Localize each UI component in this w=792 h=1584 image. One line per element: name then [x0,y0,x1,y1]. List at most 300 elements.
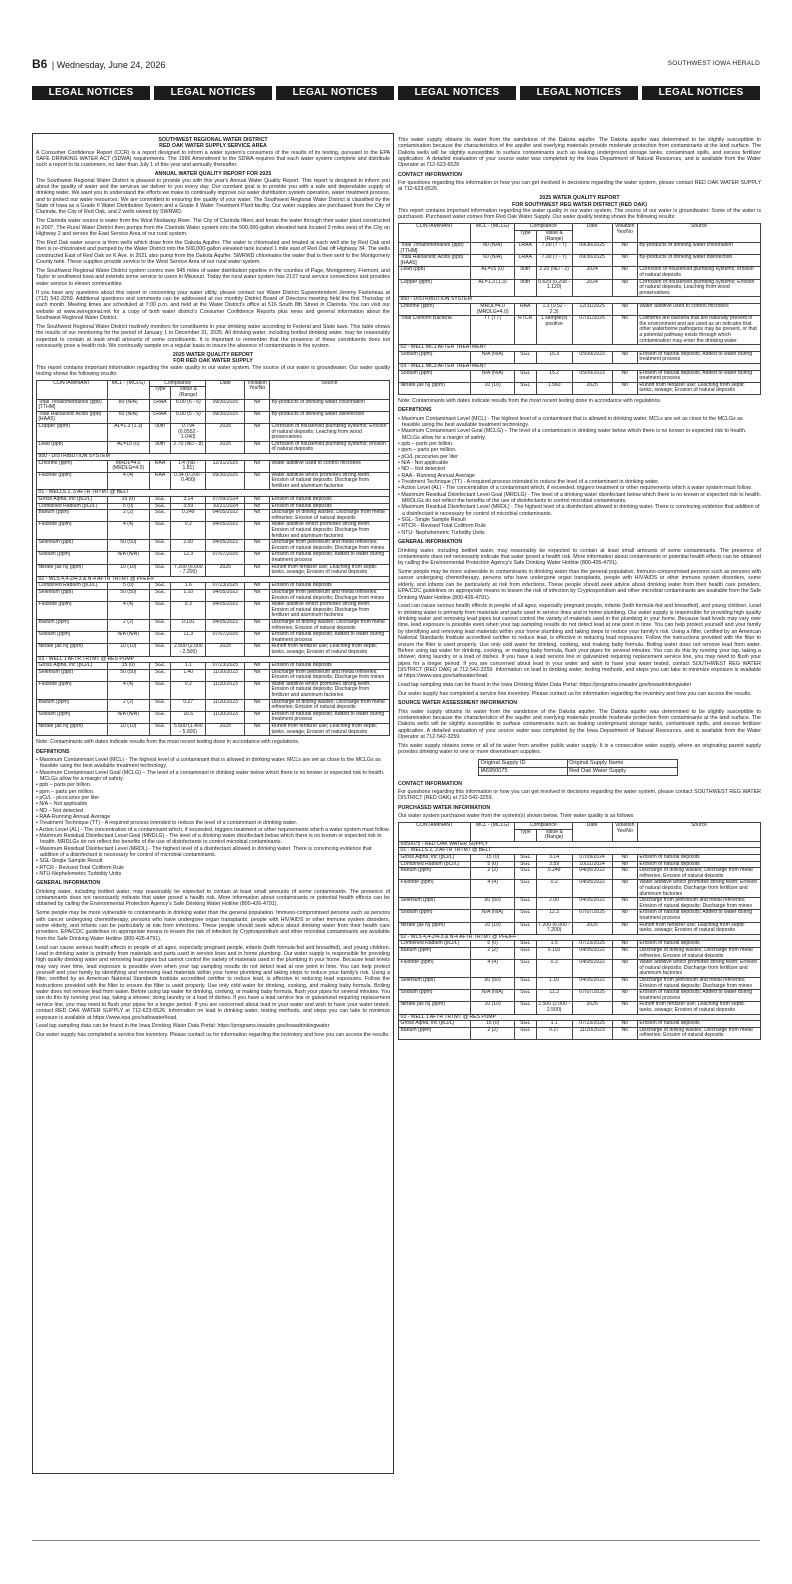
table-cell: N/A (N/A) [107,632,149,644]
table-cell: Water additive which promotes strong teeth; Erosion of natural deposits; Discharge from fertilizer and aluminum factories [269,472,389,490]
section-label: 02 - WLS 4,4-2/4-3 & N-4 AFTR TRTMT @ PFEIFF [399,934,761,941]
definitions-heading: DEFINITIONS [36,748,70,755]
page-number: B6 [32,57,48,71]
publication-name: SOUTHWEST IOWA HERALD [667,60,760,67]
table-cell: AL=1.3 (1.3) [471,279,514,297]
table-row [399,977,761,989]
table-cell: Water additive which promotes strong teeth; Erosion of natural deposits; Discharge from fertilizer and aluminum factories [637,880,760,898]
banner-label: LEGAL NOTICES [642,86,760,100]
table-cell: 2025 [206,644,245,656]
table-cell: SGL [514,370,536,382]
table-cell: Discharge from petroleum and metal refineries; Erosion of natural deposits; Discharge from mines [637,898,760,910]
table-cell: 05/09/2023 [572,370,612,382]
table-cell: 2025 [572,922,612,934]
table-row [37,681,390,699]
col-header: Compliance [149,380,205,387]
table-cell: 3.59 [536,861,572,868]
table-cell: SGL [149,540,170,552]
table-cell: No [612,351,637,363]
table-cell: 5 (0) [471,941,514,948]
table-cell: No [245,540,270,552]
table-cell: Fluoride (ppm) [399,960,471,978]
table-cell: Total Trihalomethanes (ppb) [TTHM] [399,243,471,255]
table-cell: 0.794 (0.0552 - 1.040) [171,423,206,441]
wq-report-subtitle: FOR RED OAK WATER SUPPLY [173,358,253,365]
table-cell: 2.500 (2.000 - 2.500) [171,644,206,656]
table-row [399,279,761,297]
table-cell: 1.560 [536,382,572,394]
definition-item: • Maximum Contaminant Level (MCL) - The highest level of a contaminant that is allowed in drinking water. MCLs are set as close to the MCLGs as feasible using the best available treatment technology. [36,756,381,770]
table-cell: SGL [514,922,536,934]
col-header: Source [637,224,760,243]
table-cell: No [245,510,270,522]
table-cell: 1 sample(s) positive [536,316,572,345]
definition-item: • N/A – Not applicable [36,801,88,808]
table-row [399,880,761,898]
table-cell: 0.2 [171,522,206,540]
table-cell: No [612,898,637,910]
table-cell: 11/20/2023 [572,1027,612,1039]
table-cell: SGL [149,632,170,644]
definition-item: • RAA-Running Annual Average [36,814,111,820]
table-cell: 07/23/2025 [572,1021,612,1028]
table-cell: 12.3 [171,552,206,564]
body-paragraph: Some people may be more vulnerable to contaminants in drinking water than the general population. Immuno-compromised persons such as persons with cancer undergoing chemotherapy, persons who have undergone organ transplants, people with HIV/AIDS or other immune system disorders, some elderly, and infants can be particularly at risk from infections. These people should seek advice about drinking water from their health care providers. EPA/CDC guidelines on appropriate means to lessen the risk of infection by Cryptosporidium and other microbial contaminants are available from the Safe Drinking Water Hotline (800-426-4791). [398,569,761,601]
table-cell: Selenium (ppb) [37,540,108,552]
table-row [37,711,390,723]
definition-item: • NTU-Nephelometric Turbidity Units [36,871,122,878]
table-cell: No [612,304,637,316]
table-cell: No [245,583,270,590]
table-cell: SGL [149,681,170,699]
table-row [399,1002,761,1014]
definition-item: • Maximum Contaminant Level Goal (MCLG) – The level of a contaminant in drinking water below which there is no known or expected risk to health. MCLGs allow for a margin of safety. [36,769,385,782]
table-cell: 50 (50) [107,540,149,552]
table-cell: Copper (ppm) [399,279,471,297]
table-cell: N/A (N/A) [107,711,149,723]
table-cell: Lead (ppb) [37,441,108,453]
table-cell: No [245,564,270,576]
definition-item: • Maximum Residual Disinfectant Level (MRDL) - The highest level of a disinfectant allowed in drinking water. There is convincing evidence that addition of a disinfectant is necessary for control of microbial contaminants. [36,845,372,859]
table-cell: Total Coliform Bacteria [399,316,471,345]
table-cell: 04/05/2022 [206,522,245,540]
table-cell: No [612,382,637,394]
table-cell: No [612,1027,637,1039]
col-header: Compliance [514,823,572,830]
banner-label: LEGAL NOTICES [32,86,150,100]
table-cell: 04/05/2022 [206,589,245,601]
table-cell: No [245,399,270,411]
table-cell: 11/20/2023 [206,669,245,681]
body-paragraph: Our water supply has completed a service line inventory. Please contact us for information regarding the inventory and how you can access the results. [398,691,752,698]
table-cell: 2025 [572,1002,612,1014]
table-cell: Corrosion of household plumbing systems; Erosion of natural deposits; Leaching from wood preservatives [269,423,389,441]
table-cell: Nitrate [as N] (ppm) [399,922,471,934]
table-cell: No [245,724,270,736]
table-cell: 4 (4) [107,602,149,620]
table-cell: 2025 [206,724,245,736]
notice-right-column [398,137,761,1511]
definition-item: • pCi/L picocuries per liter [398,453,458,460]
table-cell: Combined Radium (pCi/L) [399,941,471,948]
table-cell: SGL [149,510,170,522]
wq-report-title: 2025 WATER QUALITY REPORT [539,195,620,202]
table-cell: 04/05/2022 [572,947,612,959]
definition-item: • Maximum Residual Disinfectant Level Goal (MRDLG) - The level of a drinking water disinfectant below which there is no known or expected risk to health. MRDLGs do not reflect the benefits of the use of disinfectants to control microbial contaminants. [398,491,761,505]
col-header: Date [206,380,245,399]
water-quality-table [36,380,390,736]
table-cell: Discharge of drilling wastes; Discharge from metal refineries; Erosion of natural deposits [637,868,760,880]
table-cell: Sodium (ppm) [399,351,471,363]
table-cell: 1.40 [171,669,206,681]
table-cell: 7.00 (7 - 7) [536,243,572,255]
table-row [37,602,390,620]
table-cell: 1.4 (ND - 1.81) [171,460,206,472]
table-cell: 0.27 [171,699,206,711]
table-cell: 90th [514,279,536,297]
table-cell: 2 (2) [471,1027,514,1039]
table-cell: 0.2 [171,681,206,699]
table-cell: RTCR [514,316,536,345]
body-paragraph: Drinking water, including bottled water, may reasonably be expected to contain at least small amounts of some contaminants. The presence of contaminants does not necessarily indicate that water posed a health risk. More information about contaminants or potential health effects can be obtained by calling the Environmental Protection Agency's Safe Drinking Water Hotline (800-426-4791). [398,547,761,567]
body-paragraph: For questions regarding this information or how you can get involved in decisions regarding the water system, please contact RED OAK WATER SUPPLY at 712-623-6526. [398,180,761,193]
table-cell: SGL [149,564,170,576]
supply-header: Original Supply ID [479,759,568,767]
table-cell: 15 (0) [107,663,149,670]
table-cell: Water additive which promotes strong teeth; Erosion of natural deposits; Discharge from fertilizer and aluminum factories [269,522,389,540]
body-paragraph: Our water supply has completed a service line inventory. Please contact us for information regarding the inventory and how you can access the results. [36,1032,390,1039]
table-cell: SGL [149,663,170,670]
table-cell: AL=15 (0) [107,441,149,453]
supply-name: Red Oak Water Supply [567,767,677,775]
table-cell: SGL [149,644,170,656]
table-cell: Coliforms are bacteria that are naturally present in the environment and are used as an indicator that other waterborne pathogens may be present, or that a potential pathway exists through which contamination may enter the drinking water. [637,316,760,345]
table-cell: 10/21/2024 [206,503,245,510]
table-cell: SGL [514,351,536,363]
table-cell: LRAA [514,243,536,255]
table-cell: 2024 [572,267,612,279]
col-subheader: Type [149,387,170,399]
wq-intro: This report contains important information regarding the water quality in our water system. The source of our water is groundwater. Our water quality testing shows the following results: [36,364,390,377]
table-cell: Erosion of natural deposits; Added to water during treatment process [637,990,760,1002]
table-cell: SGL [514,861,536,868]
table-cell: Corrosion of household plumbing systems; erosion of natural deposits [637,267,760,279]
table-cell: 4 (4) [471,880,514,898]
table-cell: Nitrate [as N] (ppm) [399,1002,471,1014]
section-label: 03 - WELL MC3 AFTER TREATMENT [399,363,761,370]
table-cell: 04/05/2022 [572,960,612,978]
table-cell: 15 (0) [471,1021,514,1028]
table-cell: SGL [149,522,170,540]
table-cell: Barium (ppm) [37,619,108,631]
table-cell: 2025 [572,382,612,394]
body-paragraph: Lead can cause serious health effects in people of all ages, especially pregnant people, infants (both formula-fed and breastfed), and young children. Lead in drinking water is primarily from materials and parts used in service lines and in home plumbing. Our water supply is responsible for providing high quality drinking water and removing lead pipes but cannot control the variety of materials used in the plumbing in your home. Because lead levels may vary over time, lead exposure is possible even when your tap sampling results do not detect lead at one point in time. You can help protect yourself and your family by identifying and removing lead materials within your home plumbing and taking steps to reduce your family's risk. Using a filter, certified by an American National Standards Institute accredited certifier to reduce lead, is effective in reducing lead exposures. Follow the instructions provided with the filter to ensure the filter is used properly. Use only cold water for drinking, cooking, and making baby formula. Boiling water does not remove lead from water. Before using tap water for drinking, cooking, or making baby formula, flush your pipes for several minutes. You can do this by running your tap, taking a shower, doing laundry or a load of dishes. If you have a lead service line or galvanized requiring replacement service line, you may need to flush your pipes for a longer period. If you are concerned about lead in your water and wish to have your water tested, contact SOUTHWEST REG WATER DISTRICT (RED OAK) at 712-542-3259. Information on lead in drinking water, testing methods, and steps you can take to minimize exposure is available at https://www.epa.gov/safewater/lead. [398,603,761,680]
col-header: Violation Yes/No [612,823,637,842]
banner-label: LEGAL NOTICES [276,86,394,100]
table-cell: 04/05/2022 [206,602,245,620]
table-cell: LRAA [149,411,170,423]
table-cell: 11.3 [171,632,206,644]
table-cell: Sodium (ppm) [399,990,471,1002]
table-cell: 15 (0) [471,855,514,862]
section-label: 02 - WELL MC1 AFTER TREATMENT [399,345,761,352]
table-cell: Total Trihalomethanes (ppb) [TTHM] [37,399,108,411]
table-cell: SGL [149,602,170,620]
wq-report-subtitle: FOR SOUTHWEST REG WATER DISTRICT (RED OAK) [512,201,647,208]
supply-header: Original Supply Name [567,759,677,767]
col-header: Violation Yes/No [612,224,637,243]
table-cell: No [612,855,637,862]
table-cell: Fluoride (ppm) [37,602,108,620]
table-cell: Water additive which promotes strong teeth; Erosion of natural deposits; Discharge from fertilizer and aluminum factories [269,602,389,620]
table-cell: No [245,411,270,423]
table-cell: Discharge from petroleum and metal refineries; Erosion of natural deposits; Discharge from mines [269,669,389,681]
table-cell: Sodium (ppm) [37,552,108,564]
table-cell: Fluoride (ppm) [37,681,108,699]
table-cell: No [612,868,637,880]
table-cell: 2.00 [171,540,206,552]
table-cell: 10 (10) [107,564,149,576]
table-cell: SGL [514,382,536,394]
table-cell: Chlorine (ppm) [37,460,108,472]
table-cell: SGL [514,941,536,948]
table-cell: No [245,669,270,681]
table-cell: Selenium (ppb) [399,898,471,910]
table-cell: Barium (ppm) [399,1027,471,1039]
definition-item: • ppb – parts per billion. [398,441,454,447]
supply-id: IA6950075 [479,767,568,775]
original-supply-table [478,759,678,776]
table-cell: 5.00 (5 - 5) [171,411,206,423]
table-row [399,351,761,363]
table-cell: 1.3 (0.52 - 2.3) [536,304,572,316]
table-cell: N/A (N/A) [471,990,514,1002]
table-cell: 80 (N/A) [471,243,514,255]
table-cell: Erosion of natural deposits; Added to water during treatment process [269,552,389,564]
section-label: 02 - WLS 4,4-2/4-3 & N-4 AFTR TRTMT @ PFEIFF [37,576,390,583]
table-cell: No [612,370,637,382]
table-cell: Gross Alpha, inc (pCi/L) [399,855,471,862]
body-paragraph: This water supply obtains some or all of its water from another public water supply. It is a consecutive water supply, where an originating parent supply provides drinking water to one or more downstream supplies. [398,743,761,756]
table-row [399,922,761,934]
table-cell: Discharge of drilling wastes; Discharge from metal refineries; Erosion of natural deposits [269,619,389,631]
col-header: Date [572,224,612,243]
body-paragraph: For questions regarding this information or how you can get involved in decisions regarding the water system, please contact SOUTHWEST REG WATER DISTRICT (RED OAK) at 712-542-3259. [398,789,761,802]
table-row [37,522,390,540]
table-cell: No [612,910,637,922]
table-cell: N/A (N/A) [107,552,149,564]
body-paragraph: Lead tap sampling data can be found in the Iowa Drinking Water Data Portal: https://programs.iowadnr.gov/iowadrinkingwater [36,1023,330,1030]
table-cell: SGL [149,589,170,601]
table-cell: No [245,589,270,601]
table-cell: 60 (N/A) [107,411,149,423]
table-cell: 0.249 [536,868,572,880]
table-cell: Corrosion of household plumbing systems; erosion of natural deposits [269,441,389,453]
table-cell: Combined Radium (pCi/L) [399,861,471,868]
table-cell: 07/23/2025 [206,663,245,670]
general-heading: GENERAL INFORMATION [398,539,463,546]
table-cell: No [612,977,637,989]
table-row [399,960,761,978]
col-header: MCL - (MCLG) [107,380,149,399]
table-cell: No [612,267,637,279]
table-cell: 4 (4) [107,472,149,490]
table-cell: 1.10 [536,977,572,989]
definition-item: • ppm – parts per million. [398,447,457,454]
table-cell: SGL [514,898,536,910]
table-cell: 11/20/2023 [206,699,245,711]
table-cell: 90th [149,441,170,453]
table-cell: 1.6 [171,583,206,590]
table-cell: AL=1.3 (1.3) [107,423,149,441]
table-cell: No [612,861,637,868]
table-row [37,644,390,656]
table-row [399,1027,761,1039]
table-cell: 2 (2) [107,510,149,522]
table-cell: No [612,1021,637,1028]
table-cell: No [245,441,270,453]
table-cell: 12/31/2025 [572,304,612,316]
body-paragraph: Lead tap sampling data can be found in the Iowa Drinking Water Data Portal: https://programs.iowadnr.gov/iowadrinkingwater [398,682,692,689]
table-row [37,411,390,423]
table-cell: 07/23/2025 [572,941,612,948]
table-cell: 50 (50) [107,669,149,681]
contact-heading: CONTACT INFORMATION [398,171,462,178]
table-cell: SGL [149,503,170,510]
table-cell: By-products of drinking water chlorination [637,243,760,255]
table-row [37,510,390,522]
table-cell: 0.629 (0.208 - 1.120) [536,279,572,297]
page-bottom-rule [32,1540,760,1541]
table-cell: No [245,632,270,644]
table-row [37,423,390,441]
table-cell: 1.10 [171,589,206,601]
table-cell: Runoff from fertilizer use; Leaching from septic tanks, sewage; Erosion of natural deposits [637,922,760,934]
table-cell: By-products of drinking water disinfection [269,411,389,423]
table-cell: No [612,941,637,948]
issue-date: Wednesday, June 24, 2026 [56,60,166,70]
table-cell: 90th [149,423,170,441]
table-cell: Erosion of natural deposits [269,503,389,510]
table-cell: 04/05/2022 [572,880,612,898]
definition-item: • NTU- Nephelometric Turbidity Units [398,529,485,536]
table-cell: 04/05/2022 [572,977,612,989]
table-cell: Runoff from fertilizer use; Leaching from septic tanks, sewage; Erosion of natural deposits [637,382,760,394]
table-cell: Water additive which promotes strong teeth; Erosion of natural deposits; Discharge from fertilizer and aluminum factories [637,960,760,978]
table-row [37,699,390,711]
table-cell: Discharge of drilling wastes; Discharge from metal refineries; Erosion of natural deposits [269,699,389,711]
table-cell: Combined Radium (pCi/L) [37,503,108,510]
table-note: Note: Contaminants with dates indicate results from the most recent testing done in accordance with regulations. [398,397,662,404]
table-row [37,724,390,736]
table-cell: No [612,947,637,959]
table-cell: Water additive which promotes strong teeth; Erosion of natural deposits; Discharge from fertilizer and aluminum factories [269,681,389,699]
table-cell: 5 (0) [107,583,149,590]
table-cell: SGL [514,910,536,922]
table-cell: Nitrate [as N] (ppm) [37,644,108,656]
table-cell: SGL [514,868,536,880]
table-cell: No [245,711,270,723]
body-paragraph: Drinking water, including bottled water, may reasonably be expected to contain at least small amounts of some contaminants. The presence of contaminants does not necessarily indicate that water posed a health risk. More information about contaminants or potential health effects can be obtained by calling the Environmental Protection Agency's Safe Drinking Water Hotline (800-426-4791). [36,888,390,908]
table-cell: Corrosion of household plumbing systems; Erosion of natural deposits; Leaching from wood preservatives [637,279,760,297]
table-cell: MRDL=4.0 (MRDLG=4.0) [471,304,514,316]
definition-item: • RTCR - Revised Total Coliform Rule [398,523,486,530]
table-cell: 10 (10) [471,922,514,934]
table-cell: 10 (10) [107,724,149,736]
col-subheader: Value & (Range) [536,230,572,242]
definition-item: • Action Level (AL) - The concentration of a contaminant which, if exceeded, triggers treatment or other requirements which a water system must follow. [36,826,390,833]
table-cell: 10 (10) [471,382,514,394]
wq-intro: This report contains important information regarding the water quality in our water system. The source of our water is groundwater. Some of the water is purchased. Purchased water comes from Red Oak Water Supply. Our water quality testing shows the following results: [398,208,761,221]
table-cell: SGL [514,1021,536,1028]
table-row [37,441,390,453]
definition-item: • ND – Not detected [398,466,445,473]
table-cell: Erosion of natural deposits; Added to water during treatment process [269,632,389,644]
table-cell: 3.59 [171,503,206,510]
table-cell: Erosion of natural deposits [269,583,389,590]
legal-notices-banner [32,86,760,100]
table-cell: No [245,602,270,620]
col-subheader: Value & (Range) [171,387,206,399]
table-cell: Water additive used to control microbes [637,304,760,316]
table-row [37,564,390,576]
table-row [399,243,761,255]
table-cell: 0.2 [536,880,572,898]
definition-item: • Maximum Contaminant Level (MCL) - The highest level of a contaminant that is allowed in drinking water. MCLs are set as close to the MCLGs as feasible using the best available treatment technology. [398,415,743,428]
table-row [399,267,761,279]
table-cell: 1.1 [171,663,206,670]
table-cell: 04/05/2022 [572,898,612,910]
notice-left-column [36,137,390,1470]
table-cell: 2 (2) [107,619,149,631]
definition-item: • SGL-Single Sample Result [36,858,103,865]
table-cell: 2.70 (ND - 8) [171,441,206,453]
table-cell: 11/20/2023 [206,711,245,723]
table-cell: 07/31/2025 [572,316,612,345]
wq-report-title: 2025 WATER QUALITY REPORT [172,351,254,358]
table-cell: 0.3 [171,602,206,620]
definitions-heading: DEFINITIONS [398,407,432,414]
table-row [37,589,390,601]
table-cell: Water additive used to control microbes [269,460,389,472]
table-row [37,399,390,411]
purchased-water-table [398,822,761,1040]
body-paragraph: The Southwest Regional Water District is pleased to provide you with this year's Annual Water Quality Report. This report is designed to inform you about the quality of water and the services we deliver to you every day. Our constant goal is to provide you with a safe and dependable supply of drinking water. We want you to understand the efforts we make to continually improve our water distribution system operation, water treatment process, and to protect our water resources. We are committed to ensuring the quality of your water. The Southwest Regional Water District is classified by the State of Iowa as a Grade II Water Distribution System and a Grade II Water Treatment Plant facility. Our water supplies are purchased from the City of Clarinda, the City of Red Oak, and 2 wells owned by SWRWD. [36,177,390,216]
table-cell: SGL [514,977,536,989]
table-cell: 50 (50) [471,898,514,910]
table-cell: 10/21/2024 [572,861,612,868]
table-cell: Total Haloacetic Acids (ppb) [HAA5] [37,411,108,423]
table-cell: Discharge from petroleum and metal refineries; Erosion of natural deposits; Discharge from mines [269,589,389,601]
table-cell: 11/20/2023 [206,681,245,699]
table-cell: Erosion of natural deposits [269,663,389,670]
table-cell: SGL [149,699,170,711]
table-row [399,868,761,880]
body-paragraph: This water supply obtains its water from the sandstone of the Dakota aquifer. The Dakota aquifer was determined to be slightly susceptible to contamination because the characteristics of the aquifer and overlying materials provide moderate protection from contaminants at the land surface. The Dakota wells will be slightly susceptible to surface contaminants such as leaking underground storage tanks, contaminant spills, and excess fertilizer application. A detailed evaluation of your source water was completed by the Iowa Department of Natural Resources, and is available from the Water Operator at 712-623-6526 [398,137,761,169]
table-cell: 09/30/2025 [206,472,245,490]
table-row [399,898,761,910]
table-cell: 0.191 [171,619,206,631]
table-cell: 15.3 [536,351,572,363]
table-cell: N/A (N/A) [471,370,514,382]
table-cell: Barium (ppm) [399,947,471,959]
body-paragraph: Lead can cause serious health effects in people of all ages, especially pregnant people, infants (both formula-fed and breastfed), and young children. Lead in drinking water is primarily from materials and parts used in service lines and in home plumbing. Our water supply is responsible for providing high quality drinking water and removing lead pipes but cannot control the variety of materials used in the plumbing in your home. Because lead levels may vary over time, lead exposure is possible even when your tap sampling results do not detect lead at one point in time. You can help protect yourself and your family by identifying and removing lead materials within your home plumbing and taking steps to reduce your family's risk. Using a filter, certified by an American National Standards Institute accredited certifier to reduce lead, is effective in reducing lead exposures. Follow the instructions provided with the filter to ensure the filter is used properly. Use only cold water for drinking, cooking, and making baby formula. Boiling water does not remove lead from water. Before using tap water for drinking, cooking, or making baby formula, flush your pipes for several minutes. You can do this by running your tap, taking a shower, doing laundry or a load of dishes. If you have a lead service line or galvanized requiring replacement service line, you may need to flush your pipes for a longer period. If you are concerned about lead in your water and wish to have your water tested, contact RED OAK WATER SUPPLY at 712-623-6526. Information on lead in drinking water, testing methods, and steps you can take to minimize exposure is available at https://www.epa.gov/safewater/lead. [36,944,390,1021]
section-label: 01 - WELLS 2, 3 AFTR TRTMT @ BELT [399,848,761,855]
table-cell: 2.20 (ND - 2) [536,267,572,279]
table-cell: SGL [514,990,536,1002]
definition-item: • pCi/L - picocuries per liter [36,794,100,801]
table-cell: 07/09/2024 [206,497,245,504]
